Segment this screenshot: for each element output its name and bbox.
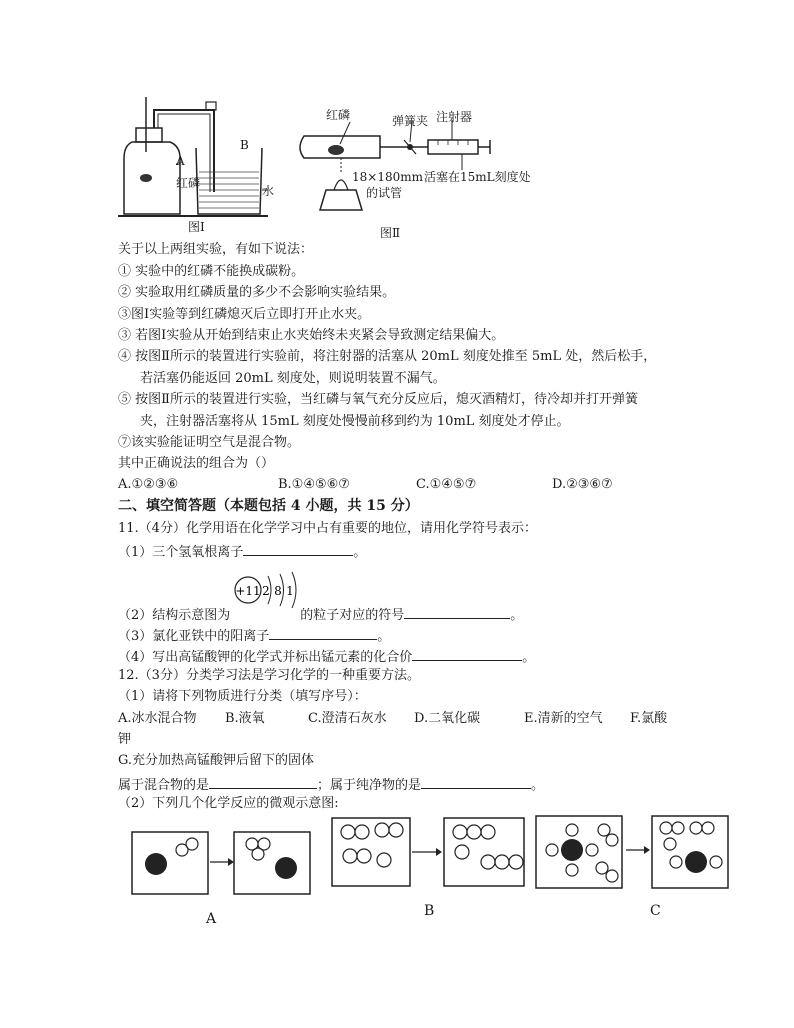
q10-statement-1: ① 实验中的红磷不能换成碳粉。 <box>118 264 305 279</box>
q12-pure-label: ；属于纯净物的是 <box>317 778 422 793</box>
q11-answer-4-blank[interactable] <box>412 646 522 661</box>
q12-substance-g: G.充分加热高锰酸钾后留下的固体 <box>118 753 315 768</box>
q10-statement-6-cont: 夹，注射器活塞将从 15mL 刻度处慢慢前移到约为 10mL 刻度处才停止。 <box>140 414 570 429</box>
q10-statement-6: ⑤ 按图Ⅱ所示的装置进行实验，当红磷与氧气充分反应后，熄灭酒精灯，待冷却并打开弹簧 <box>118 392 638 407</box>
fig2-label-syringe: 注射器 <box>436 110 473 124</box>
q12-substance-b: B.液氧 <box>225 711 265 726</box>
q12-substance-a: A.冰水混合物 <box>118 711 197 726</box>
q12-substance-f-wrap: 钾 <box>118 732 132 747</box>
fig2-label-red-phosphorus: 红磷 <box>326 108 351 122</box>
fig2-label-tube: 的试管 <box>366 186 403 200</box>
q12-substance-e: E.清新的空气 <box>524 711 603 726</box>
q10-option-a: A.①②③⑥ <box>118 477 179 492</box>
atom-shell-3: 1 <box>286 584 294 598</box>
q12-substance-d: D.二氧化碳 <box>414 711 481 726</box>
figure-1-apparatus <box>118 92 300 240</box>
q10-option-c: C.①④⑤⑦ <box>416 477 477 492</box>
reaction-diagram-b <box>328 812 528 892</box>
reaction-label-c: C <box>650 903 661 919</box>
q12-pure-blank[interactable] <box>421 774 531 789</box>
fig2-caption: 图Ⅱ <box>380 226 401 240</box>
q11-answer-1-blank[interactable] <box>243 541 353 556</box>
q10-option-d: D.②③⑥⑦ <box>552 477 613 492</box>
q12-classification: 属于混合物的是 ；属于纯净物的是 。 <box>118 774 544 795</box>
q10-statement-5-cont: 若活塞仍能返回 20mL 刻度处，则说明装置不漏气。 <box>140 371 446 386</box>
q11-part-2-text-after: 的粒子对应的符号 <box>300 608 405 623</box>
q12-stem: 12.（3分）分类学习法是学习化学的一种重要方法。 <box>118 668 420 683</box>
q11-part-4: （4）写出高锰酸钾的化学式并标出锰元素的化合价 。 <box>118 646 535 667</box>
q12-part-1: （1）请将下列物质进行分类（填写序号）： <box>118 689 367 704</box>
fig2-label-clip: 弹簧夹 <box>392 114 429 128</box>
q10-intro: 关于以上两组实验，有如下说法： <box>118 242 314 257</box>
q10-statement-7: ⑦该实验能证明空气是混合物。 <box>118 435 301 450</box>
reaction-diagram-c <box>532 810 732 894</box>
atom-shell-2: 8 <box>274 584 282 598</box>
atom-nucleus-label: +11 <box>235 584 261 598</box>
reaction-label-a: A <box>206 911 217 927</box>
section-2-title: 二、填空简答题（本题包括 4 小题，共 15 分） <box>118 498 419 514</box>
fig1-label-b: B <box>240 138 249 152</box>
fig1-label-red-phosphorus: 红磷 <box>176 176 201 190</box>
q12-substance-f: F.氯酸 <box>630 711 668 726</box>
fig2-label-tube-size: 18×180mm <box>352 170 423 184</box>
reaction-diagram-a <box>126 818 316 908</box>
q11-part-3-text: （3）氯化亚铁中的阳离子 <box>118 629 270 644</box>
q11-part-1-text: （1）三个氢氧根离子 <box>118 545 244 560</box>
q11-part-2-text-before: （2）结构示意图为 <box>118 608 231 623</box>
q10-statement-3: ③图Ⅰ实验等到红磷熄灭后立即打开止水夹。 <box>118 307 371 322</box>
q10-statement-2: ② 实验取用红磷质量的多少不会影响实验结果。 <box>118 285 396 300</box>
fig1-caption: 图Ⅰ <box>188 220 205 234</box>
atom-shell-1: 2 <box>262 584 270 598</box>
q12-mixture-blank[interactable] <box>209 774 317 789</box>
q12-substance-c: C.澄清石灰水 <box>308 711 387 726</box>
q11-answer-3-blank[interactable] <box>269 625 377 640</box>
fig1-label-a: A <box>176 154 185 168</box>
q10-question: 其中正确说法的组合为（） <box>118 456 275 471</box>
q12-part-2: （2）下列几个化学反应的微观示意图: <box>118 796 339 811</box>
q11-part-3: （3）氯化亚铁中的阳离子 。 <box>118 625 390 646</box>
q10-option-b: B.①④⑤⑥⑦ <box>278 477 350 492</box>
q11-answer-2-blank[interactable] <box>404 604 510 619</box>
q11-stem: 11.（4分）化学用语在化学学习中占有重要的地位，请用化学符号表示： <box>118 521 537 536</box>
q10-statement-4: ③ 若图Ⅰ实验从开始到结束止水夹始终未夹紧会导致测定结果偏大。 <box>118 328 505 343</box>
q12-mixture-label: 属于混合物的是 <box>118 778 210 793</box>
q11-part-4-text: （4）写出高锰酸钾的化学式并标出锰元素的化合价 <box>118 650 413 665</box>
q10-statement-5: ④ 按图Ⅱ所示的装置进行实验前，将注射器的活塞从 20mL 刻度处推至 5mL 处，然后松手， <box>118 349 657 364</box>
q11-part-1: （1）三个氢氧根离子 。 <box>118 541 366 562</box>
fig1-label-water: 水 <box>262 184 275 198</box>
q11-part-2: （2）结构示意图为 的粒子对应的符号 。 <box>118 604 523 625</box>
reaction-label-b: B <box>424 903 435 919</box>
fig2-label-piston: 活塞在15mL刻度处 <box>424 170 531 184</box>
